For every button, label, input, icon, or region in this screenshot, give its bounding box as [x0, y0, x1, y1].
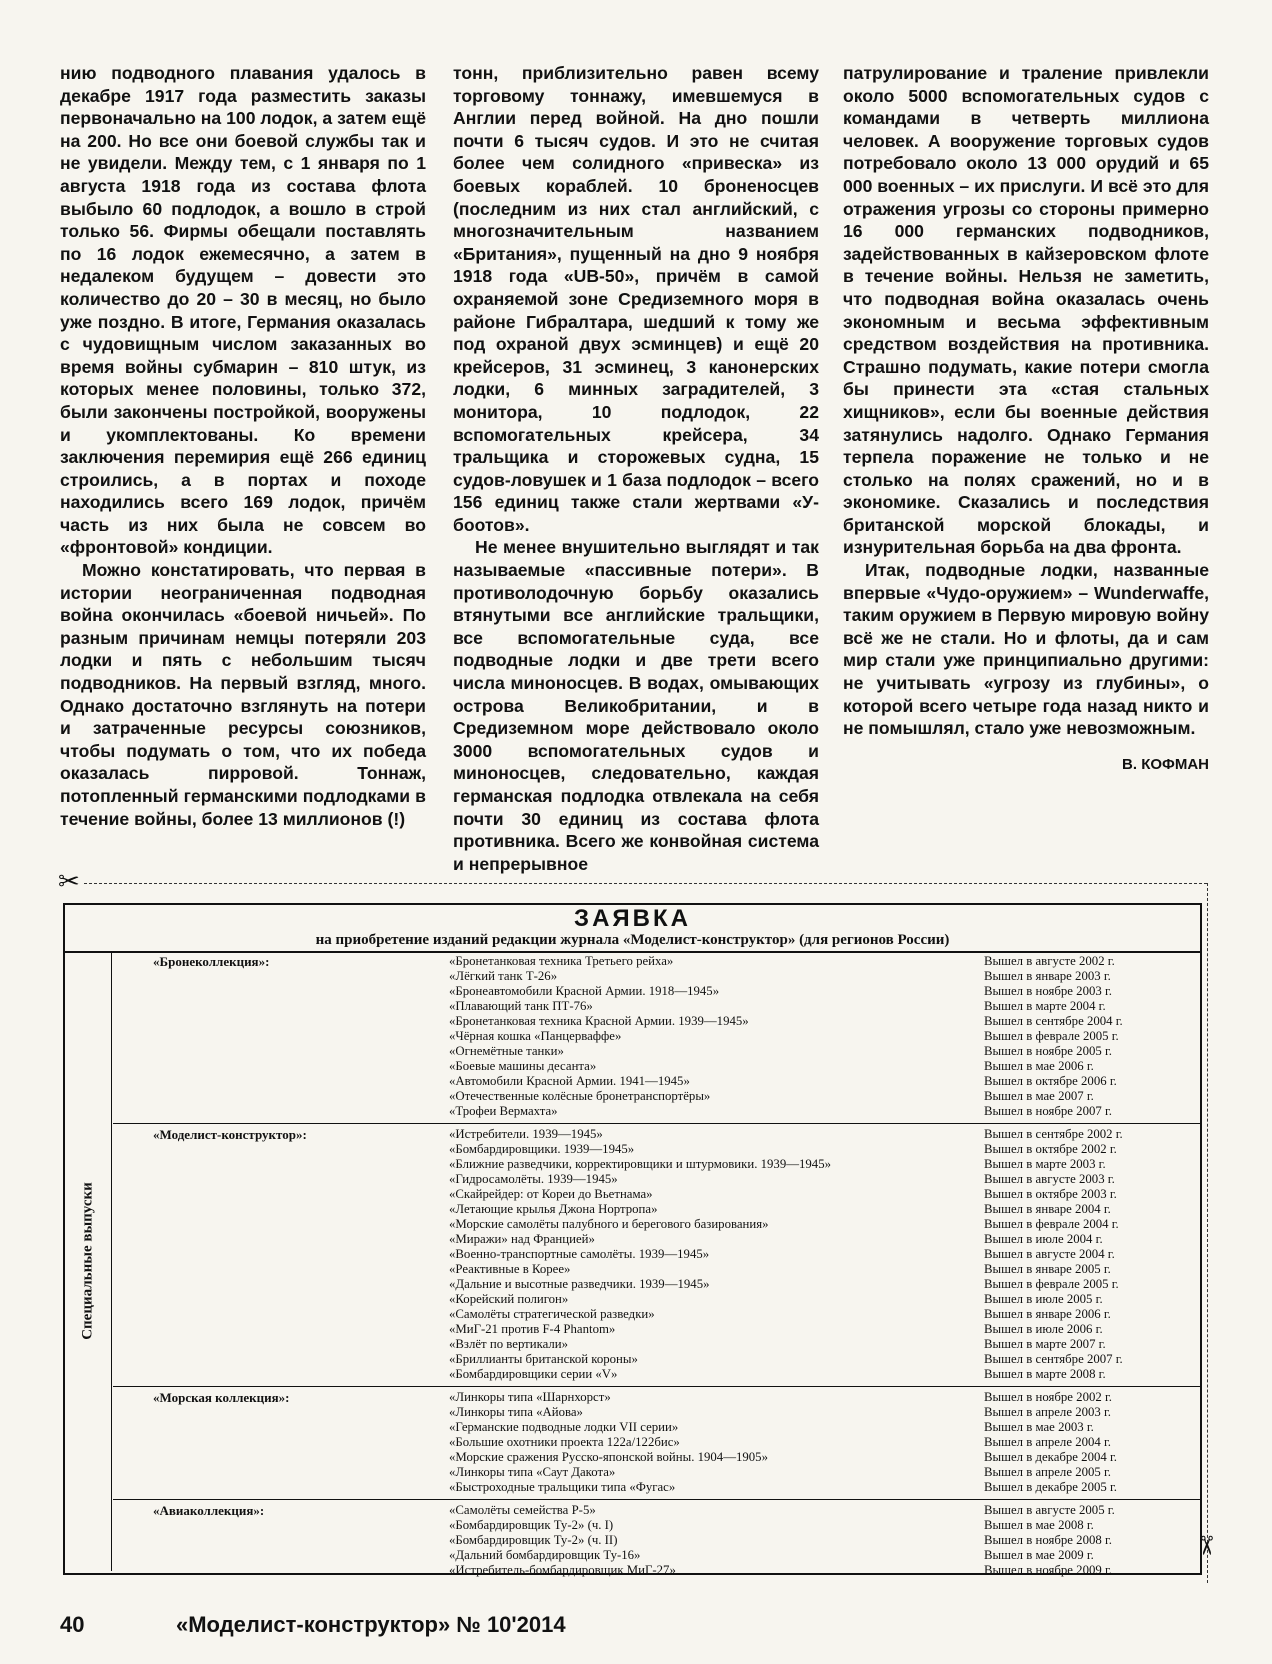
item-date: Вышел в ноябре 2003 г. — [984, 984, 1112, 998]
list-item — [449, 1089, 1189, 1104]
item-date: Вышел в апреле 2004 г. — [984, 1435, 1111, 1449]
list-item — [449, 1142, 1189, 1157]
item-title: «Военно-транспортные самолёты. 1939—1945» — [449, 1247, 710, 1261]
item-date: Вышел в августе 2003 г. — [984, 1172, 1115, 1186]
order-form-subtitle: на приобретение изданий редакции журнала «Моделист-конструктор» (для регионов России) — [65, 931, 1200, 953]
item-title: «Корейский полигон» — [449, 1292, 569, 1306]
list-item — [449, 1157, 1189, 1172]
order-section — [113, 1388, 1200, 1500]
order-form-title: ЗАЯВКА — [574, 905, 691, 932]
item-title: «Ближние разведчики, корректировщики и штурмовики. 1939—1945» — [449, 1157, 832, 1171]
side-label: Специальные выпуски — [65, 951, 112, 1571]
list-item — [449, 1548, 1189, 1563]
item-title: «Чёрная кошка «Панцерваффе» — [449, 1029, 622, 1043]
list-item — [449, 1465, 1189, 1480]
list-item — [449, 984, 1189, 999]
item-title: «Бомбардировщик Ту-2» (ч. I) — [449, 1518, 614, 1532]
item-date: Вышел в октябре 2002 г. — [984, 1142, 1117, 1156]
item-date: Вышел в январе 2004 г. — [984, 1202, 1111, 1216]
list-item — [449, 1563, 1189, 1578]
item-title: «Дальние и высотные разведчики. 1939—1945» — [449, 1277, 710, 1291]
list-item — [449, 1337, 1189, 1352]
article-column-3 — [843, 62, 1209, 776]
section-name: «Моделист-конструктор»: — [153, 1127, 307, 1142]
item-title: «Линкоры типа «Айова» — [449, 1405, 583, 1419]
item-date: Вышел в августе 2002 г. — [984, 954, 1115, 968]
list-item — [449, 1232, 1189, 1247]
list-item — [449, 1390, 1189, 1405]
item-title: «Бриллианты британской короны» — [449, 1352, 638, 1366]
item-title: «Миражи» над Францией» — [449, 1232, 595, 1246]
list-item — [449, 1420, 1189, 1435]
item-title: «Самолёты стратегической разведки» — [449, 1307, 655, 1321]
item-date: Вышел в январе 2003 г. — [984, 969, 1111, 983]
article-body — [60, 62, 1215, 874]
section-name: «Бронеколлекция»: — [153, 954, 270, 969]
article-column-1 — [60, 62, 426, 830]
item-date: Вышел в ноябре 2005 г. — [984, 1044, 1112, 1058]
item-title: «Скайрейдер: от Кореи до Вьетнама» — [449, 1187, 653, 1201]
item-date: Вышел в феврале 2005 г. — [984, 1029, 1119, 1043]
item-date: Вышел в июле 2004 г. — [984, 1232, 1103, 1246]
item-title: «Гидросамолёты. 1939—1945» — [449, 1172, 618, 1186]
item-date: Вышел в мае 2007 г. — [984, 1089, 1094, 1103]
list-item — [449, 1217, 1189, 1232]
list-item — [449, 1127, 1189, 1142]
item-date: Вышел в августе 2004 г. — [984, 1247, 1115, 1261]
list-item — [449, 1352, 1189, 1367]
item-date: Вышел в марте 2003 г. — [984, 1157, 1106, 1171]
item-date: Вышел в сентябре 2007 г. — [984, 1352, 1123, 1366]
item-title: «Бронеавтомобили Красной Армии. 1918—1945» — [449, 984, 720, 998]
item-title: «Дальний бомбардировщик Ту-16» — [449, 1548, 641, 1562]
item-title: «Плавающий танк ПТ-76» — [449, 999, 593, 1013]
item-date: Вышел в апреле 2003 г. — [984, 1405, 1111, 1419]
paragraph: тонн, приблизительно равен всему торговому тоннажу, имевшемуся в Англии перед войной. На дно пошли почти 6 тысяч судов. И это не считая более чем солидного «привеска» из боевых кораблей. 10 броненосцев (последним из них стал английский, с многозначительным названием «Британия», пущенный на дно 9 ноября 1918 года «UB-50», причём в самой охраняемой зоне Средиземного моря в районе Гибралтара, шедший к тому же под охраной двух эсминцев) и ещё 20 крейсеров, 31 эсминец, 3 канонерских лодки, 6 минных заградителей, 3 монитора, 10 подлодок, 22 вспомогательных крейсера, 34 тральщика и сторожевых судна, 15 судов-ловушек и 1 база подлодок – всего 156 единиц также стали жертвами «У-боотов». — [453, 63, 819, 535]
item-date: Вышел в феврале 2005 г. — [984, 1277, 1119, 1291]
list-item — [449, 1277, 1189, 1292]
item-title: «Боевые машины десанта» — [449, 1059, 597, 1073]
item-title: «Бомбардировщик Ту-2» (ч. II) — [449, 1533, 618, 1547]
list-item — [449, 1029, 1189, 1044]
order-form — [63, 903, 1202, 1575]
scissors-icon: ✂ — [58, 866, 80, 896]
item-date: Вышел в мае 2009 г. — [984, 1548, 1094, 1562]
list-item — [449, 1518, 1189, 1533]
item-date: Вышел в мае 2008 г. — [984, 1518, 1094, 1532]
item-date: Вышел в декабре 2004 г. — [984, 1450, 1117, 1464]
paragraph: нию подводного плавания удалось в декабре 1917 года разместить заказы первоначально на 100 лодок, а затем ещё на 200. Но все они боевой службы так и не увидели. Между тем, с 1 января по 1 августа 1918 года из состава флота выбыло 60 подлодок, а вошло в строй только 56. Фирмы обещали поставлять по 16 лодок ежемесячно, а затем в недалеком будущем – довести это количество до 20 – 30 в месяц, но было уже поздно. В итоге, Германия оказалась с чудовищным числом заказанных во время войны субмарин – 810 штук, из которых менее половины, только 372, были закончены постройкой, вооружены и укомплектованы. Ко времени заключения перемирия ещё 266 единиц строились, а в портах и походе находились всего 169 лодок, причём часть из них была не совсем во «фронтовой» кондиции. — [60, 63, 426, 558]
list-item — [449, 1104, 1189, 1119]
item-date: Вышел в мае 2003 г. — [984, 1420, 1094, 1434]
list-item — [449, 1202, 1189, 1217]
list-item — [449, 1405, 1189, 1420]
item-title: «МиГ-21 против F-4 Phantom» — [449, 1322, 616, 1336]
item-title: «Линкоры типа «Саут Дакота» — [449, 1465, 616, 1479]
list-item — [449, 1435, 1189, 1450]
item-title: «Самолёты семейства Р-5» — [449, 1503, 596, 1517]
item-title: «Автомобили Красной Армии. 1941—1945» — [449, 1074, 690, 1088]
item-date: Вышел в октябре 2006 г. — [984, 1074, 1117, 1088]
section-name: «Морская коллекция»: — [153, 1390, 290, 1405]
list-item — [449, 1533, 1189, 1548]
item-title: «Лёгкий танк Т-26» — [449, 969, 558, 983]
item-date: Вышел в марте 2007 г. — [984, 1337, 1106, 1351]
list-item — [449, 1187, 1189, 1202]
list-item — [449, 1450, 1189, 1465]
item-title: «Быстроходные тральщики типа «Фугас» — [449, 1480, 676, 1494]
page-number: 40 — [60, 1612, 85, 1637]
item-title: «Бомбардировщики. 1939—1945» — [449, 1142, 635, 1156]
item-title: «Взлёт по вертикали» — [449, 1337, 569, 1351]
paragraph: Итак, подводные лодки, названные впервые «Чудо-оружием» – Wunderwaffe, таким оружием в Первую мировую войну всё же не стали. Но и флоты, да и сам мир стали уже принципиально другими: не учитывать «угрозу из глубины», о которой всего четыре года назад никто и не помышлял, стало уже невозможным. — [843, 560, 1209, 739]
item-date: Вышел в ноябре 2008 г. — [984, 1533, 1112, 1547]
item-title: «Трофеи Вермахта» — [449, 1104, 558, 1118]
item-title: «Огнемётные танки» — [449, 1044, 564, 1058]
item-date: Вышел в январе 2005 г. — [984, 1262, 1111, 1276]
item-title: «Бронетанковая техника Третьего рейха» — [449, 954, 674, 968]
item-title: «Отечественные колёсные бронетранспортёры» — [449, 1089, 711, 1103]
item-date: Вышел в январе 2006 г. — [984, 1307, 1111, 1321]
list-item — [449, 1262, 1189, 1277]
paragraph: патрулирование и траление привлекли около 5000 вспомогательных судов с командами в четверть миллиона человек. А вооружение торговых судов потребовало около 13 000 орудий и 65 000 военных – их прислуги. И всё это для отражения угрозы со стороны примерно 16 000 германских подводников, задействованных в кайзеровском флоте в течение войны. Нельзя не заметить, что подводная война оказалась очень экономным и весьма эффективным средством воздействия на противника. Страшно подумать, какие потери смогла бы принести эта «стая стальных хищников», если бы военные действия затянулись надолго. Однако Германия терпела поражение не только и не столько на полях сражений, но и в экономике. Сказались и последствия британской морской блокады, и изнурительная борьба на два фронта. — [843, 63, 1209, 558]
item-date: Вышел в июле 2006 г. — [984, 1322, 1103, 1336]
item-date: Вышел в феврале 2004 г. — [984, 1217, 1119, 1231]
list-item — [449, 1172, 1189, 1187]
item-date: Вышел в октябре 2003 г. — [984, 1187, 1117, 1201]
item-date: Вышел в июле 2005 г. — [984, 1292, 1103, 1306]
item-title: «Реактивные в Корее» — [449, 1262, 571, 1276]
item-date: Вышел в марте 2004 г. — [984, 999, 1106, 1013]
list-item — [449, 1247, 1189, 1262]
item-title: «Бронетанковая техника Красной Армии. 1939—1945» — [449, 1014, 749, 1028]
item-title: «Большие охотники проекта 122а/122бис» — [449, 1435, 680, 1449]
list-item — [449, 1044, 1189, 1059]
list-item — [449, 1307, 1189, 1322]
list-item — [449, 1292, 1189, 1307]
item-date: Вышел в мае 2006 г. — [984, 1059, 1094, 1073]
scissors-icon: ✂ — [1191, 1534, 1222, 1557]
item-date: Вышел в ноябре 2007 г. — [984, 1104, 1112, 1118]
list-item — [449, 1503, 1189, 1518]
item-title: «Морские самолёты палубного и берегового базирования» — [449, 1217, 769, 1231]
list-item — [449, 1322, 1189, 1337]
item-date: Вышел в апреле 2005 г. — [984, 1465, 1111, 1479]
item-title: «Истребитель-бомбардировщик МиГ-27» — [449, 1563, 676, 1577]
list-item — [449, 969, 1189, 984]
item-date: Вышел в ноябре 2009 г. — [984, 1563, 1112, 1577]
item-date: Вышел в августе 2005 г. — [984, 1503, 1115, 1517]
order-section — [113, 952, 1200, 1124]
item-title: «Германские подводные лодки VII серии» — [449, 1420, 679, 1434]
item-title: «Морские сражения Русско-японской войны. 1904—1905» — [449, 1450, 768, 1464]
author-signature: В. КОФМАН — [1122, 755, 1209, 773]
item-title: «Летающие крылья Джона Нортропа» — [449, 1202, 658, 1216]
order-section — [113, 1501, 1200, 1582]
article-column-2 — [453, 62, 819, 875]
item-date: Вышел в марте 2008 г. — [984, 1367, 1106, 1381]
order-section — [113, 1125, 1200, 1387]
list-item — [449, 954, 1189, 969]
list-item — [449, 1074, 1189, 1089]
paragraph: Можно констатировать, что первая в истории неограниченная подводная война окончилась «боевой ничьей». По разным причинам немцы потеряли 203 лодки и пять с небольшим тысяч подводников. На первый взгляд, много. Однако достаточно взглянуть на потери и затраченные ресурсы союзников, чтобы подумать о том, что их победа оказалась пирровой. Тоннаж, потопленный германскими подлодками в течение войны, более 13 миллионов (!) — [60, 560, 426, 829]
list-item — [449, 1014, 1189, 1029]
item-title: «Бомбардировщики серии «V» — [449, 1367, 618, 1381]
list-item — [449, 1367, 1189, 1382]
item-date: Вышел в сентябре 2002 г. — [984, 1127, 1123, 1141]
paragraph: Не менее внушительно выглядят и так называемые «пассивные потери». В противолодочную борьбу оказались втянутыми все английские тральщики, все вспомогательные суда, все подводные лодки и две трети всего числа миноносцев. В водах, омывающих острова Великобритании, и в Средиземном море действовало около 3000 вспомогательных судов и миноносцев, следовательно, каждая германская подлодка отвлекала на себя почти 30 единиц из состава флота противника. Всего же конвойная система и непрерывное — [453, 537, 819, 874]
item-date: Вышел в сентябре 2004 г. — [984, 1014, 1123, 1028]
list-item — [449, 1059, 1189, 1074]
cut-line-vertical — [1207, 883, 1208, 1583]
section-name: «Авиаколлекция»: — [153, 1503, 265, 1518]
cut-line — [84, 883, 1207, 884]
list-item — [449, 1480, 1189, 1495]
list-item — [449, 999, 1189, 1014]
item-title: «Линкоры типа «Шарнхорст» — [449, 1390, 611, 1404]
item-date: Вышел в ноябре 2002 г. — [984, 1390, 1112, 1404]
item-title: «Истребители. 1939—1945» — [449, 1127, 603, 1141]
magazine-issue: «Моделист-конструктор» № 10'2014 — [176, 1612, 566, 1637]
item-date: Вышел в декабре 2005 г. — [984, 1480, 1117, 1494]
